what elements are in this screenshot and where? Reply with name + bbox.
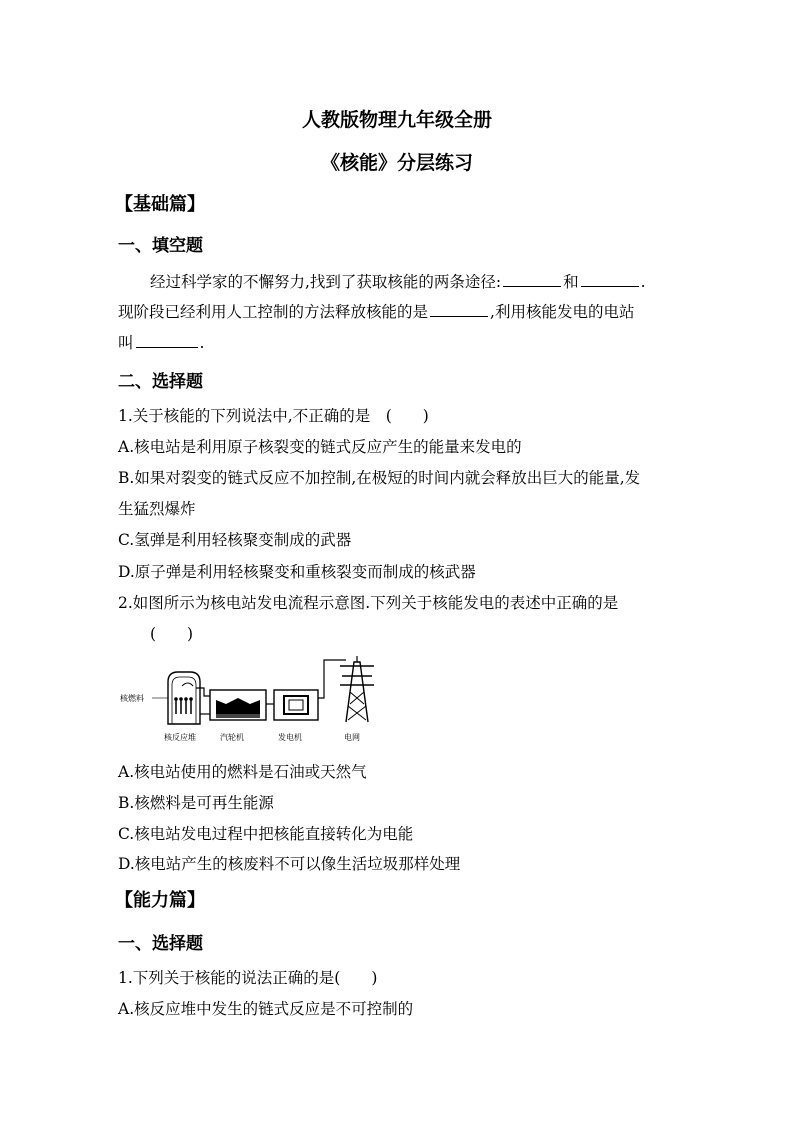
- nuclear-power-diagram: [118, 652, 378, 752]
- section-basic-heading: 【基础篇】: [115, 194, 205, 215]
- ability-q1-stem: 1.下列关于核能的说法正确的是( ): [118, 969, 378, 987]
- page-title: 人教版物理九年级全册: [301, 109, 492, 131]
- page-subtitle: 《核能》分层练习: [320, 152, 473, 174]
- answer-blank[interactable]: [503, 272, 561, 287]
- section-ability-heading: 【能力篇】: [115, 890, 205, 911]
- generator-icon: [274, 690, 318, 720]
- ability-choice-heading: 一、选择题: [118, 934, 203, 954]
- answer-blank[interactable]: [136, 333, 198, 348]
- q1-option-b-line1: B.如果对裂变的链式反应不加控制,在极短的时间内就会释放出巨大的能量,发: [118, 469, 641, 487]
- label-reactor: 核反应堆: [164, 733, 196, 742]
- turbine-icon: [210, 690, 266, 720]
- label-turbine: 汽轮机: [220, 733, 244, 742]
- q1-option-c: C.氢弹是利用轻核聚变制成的武器: [118, 531, 352, 549]
- q1-option-d: D.原子弹是利用轻核聚变和重核裂变而制成的核武器: [118, 563, 476, 581]
- fill-line-2: 现阶段已经利用人工控制的方法释放核能的是 ,利用核能发电的电站: [118, 303, 635, 321]
- ability-q1-option-a: A.核反应堆中发生的链式反应是不可控制的: [118, 1000, 414, 1018]
- q1-stem: 1.关于核能的下列说法中,不正确的是 ( ): [118, 407, 429, 425]
- q2-stem-bracket: ( ): [150, 625, 194, 643]
- fill-line-1: 经过科学家的不懈努力,找到了获取核能的两条途径: 和 .: [150, 273, 646, 291]
- q1-option-b-line2: 生猛烈爆炸: [118, 500, 196, 518]
- answer-blank[interactable]: [430, 302, 488, 317]
- q2-option-c: C.核电站发电过程中把核能直接转化为电能: [118, 825, 414, 843]
- q2-stem: 2.如图所示为核电站发电流程示意图.下列关于核能发电的表述中正确的是: [118, 594, 619, 612]
- power-tower-icon: [340, 656, 374, 722]
- q1-option-a: A.核电站是利用原子核裂变的链式反应产生的能量来发电的: [118, 438, 522, 456]
- answer-blank[interactable]: [581, 272, 639, 287]
- q2-option-a: A.核电站使用的燃料是石油或天然气: [118, 763, 367, 781]
- q2-option-b: B.核燃料是可再生能源: [118, 794, 274, 812]
- fill-heading: 一、填空题: [118, 236, 203, 256]
- fill-line-3: 叫 .: [118, 334, 205, 352]
- label-fuel: 核燃料: [120, 694, 144, 703]
- label-grid: 电网: [344, 733, 360, 742]
- label-generator: 发电机: [278, 733, 302, 742]
- choice-heading: 二、选择题: [118, 372, 203, 392]
- q2-option-d: D.核电站产生的核废料不可以像生活垃圾那样处理: [118, 855, 461, 873]
- reactor-icon: [168, 672, 200, 724]
